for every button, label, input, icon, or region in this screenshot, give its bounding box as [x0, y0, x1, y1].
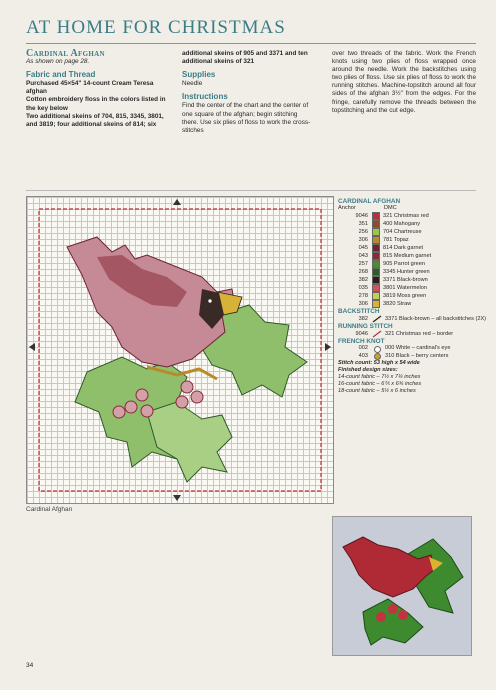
intro-column-2: [182, 50, 312, 135]
berry: [176, 396, 188, 408]
chart-drawing: [27, 197, 333, 503]
key-anchor: 382: [358, 276, 368, 283]
key-row: [338, 252, 488, 260]
key-dmc: 3820 Straw: [383, 300, 412, 307]
key-anchor: 257: [358, 260, 368, 267]
size-line: 14-count fabric – 7½ x 7¼ inches: [338, 373, 421, 380]
instructions-text: Find the center of the chart and the center of one square of the afghan; begin stitching there. Use six plies of floss to work the cross-stitches: [182, 102, 311, 134]
key-col-anchor: Anchor: [338, 205, 356, 212]
key-anchor: 306: [358, 236, 368, 243]
key-dmc: 3801 Watermelon: [383, 284, 427, 291]
key-row: [338, 260, 488, 268]
color-swatch-icon: [372, 284, 380, 292]
key-row: [338, 244, 488, 252]
supplies-text: Needle: [182, 80, 203, 88]
color-swatch-icon: [372, 260, 380, 268]
backstitch-text: 3371 Black-brown – all backstitches (2X): [385, 315, 487, 322]
fabric-line-3: Two additional skeins of 704, 815, 3345, 3801, and 3819; four additional skeins of 814; six: [26, 112, 164, 128]
key-dmc: 400 Mahogany: [383, 220, 421, 227]
running-line-icon: [372, 330, 382, 338]
center-arrow-bottom: [173, 495, 181, 501]
knot-row-1: [338, 345, 488, 352]
key-dmc: 905 Parrot green: [383, 260, 425, 267]
photo-berry: [398, 610, 408, 620]
header-rule: [26, 43, 476, 44]
berry: [141, 405, 153, 417]
key-rows: [338, 212, 488, 308]
fabric-continued: additional skeins of 905 and 3371 and ten additional skeins of 321: [182, 50, 308, 66]
backstitch-title: BACKSTITCH: [338, 308, 380, 316]
center-arrow-top: [173, 199, 181, 205]
key-dmc: 781 Topaz: [383, 236, 409, 243]
color-swatch-icon: [372, 236, 380, 244]
instructions-heading: Instructions: [182, 92, 228, 102]
key-col-dmc: DMC: [384, 205, 397, 212]
running-title: RUNNING STITCH: [338, 323, 393, 331]
running-text: 321 Christmas red – border: [385, 330, 454, 337]
fabric-line-2: Cotton embroidery floss in the colors listed in the key below: [26, 96, 166, 112]
center-arrow-right: [325, 343, 331, 351]
knot-row-2: [338, 353, 488, 360]
berry: [181, 381, 193, 393]
section-rule: [26, 190, 476, 191]
key-row: [338, 292, 488, 300]
key-dmc: 814 Dark garnet: [383, 244, 424, 251]
size-line: 16-count fabric – 6⅖ x 6¾ inches: [338, 380, 422, 387]
finished-stitch-photo: [332, 516, 472, 656]
key-dmc: 3345 Hunter green: [383, 268, 430, 275]
key-row: [338, 300, 488, 308]
knot-dmc: 000 White – cardinal's eye: [385, 345, 451, 352]
backstitch-row: [338, 315, 488, 323]
color-swatch-icon: [372, 276, 380, 284]
holly-leaf-bottom: [147, 402, 232, 482]
key-anchor: 035: [358, 284, 368, 291]
running-header: AT HOME FOR CHRISTMAS: [26, 17, 286, 38]
key-anchor: 256: [358, 228, 368, 235]
intro-column-3: [332, 50, 476, 115]
berry: [136, 389, 148, 401]
knot-anchor: 403: [358, 352, 368, 359]
color-swatch-icon: [372, 268, 380, 276]
color-swatch-icon: [372, 220, 380, 228]
color-swatch-icon: [372, 252, 380, 260]
key-row: [338, 228, 488, 236]
color-swatch-icon: [372, 300, 380, 308]
fabric-heading: Fabric and Thread: [26, 70, 96, 80]
shown-on-note: As shown on page 28.: [26, 58, 90, 66]
color-swatch-icon: [372, 292, 380, 300]
key-dmc: 704 Chartreuse: [383, 228, 422, 235]
key-header: [338, 205, 488, 212]
color-swatch-icon: [372, 228, 380, 236]
photo-berry: [376, 612, 386, 622]
berry: [125, 401, 137, 413]
chart-caption: Cardinal Afghan: [26, 506, 73, 513]
key-anchor: 278: [358, 292, 368, 299]
stitch-count: Stitch count: 53 high x 54 wide: [338, 359, 420, 366]
photo-drawing: [333, 517, 471, 655]
key-row: [338, 212, 488, 220]
cross-stitch-chart: [26, 196, 334, 504]
key-dmc: 3819 Moss green: [383, 292, 427, 299]
photo-berry: [388, 604, 398, 614]
backstitch-anchor: 382: [358, 315, 368, 322]
page-number: 34: [26, 662, 34, 669]
key-anchor: 268: [358, 268, 368, 275]
key-row: [338, 236, 488, 244]
size-line: 18-count fabric – 5½ x 6 inches: [338, 388, 416, 395]
knot-dot-icon: [374, 353, 381, 360]
pattern-title: Cardinal Afghan: [26, 48, 105, 59]
color-swatch-icon: [372, 244, 380, 252]
key-anchor: 306: [358, 300, 368, 307]
key-anchor: 045: [358, 244, 368, 251]
backstitch-line-icon: [372, 315, 382, 323]
key-row: [338, 268, 488, 276]
berry: [191, 391, 203, 403]
key-row: [338, 284, 488, 292]
berry: [113, 406, 125, 418]
key-anchor: 043: [358, 252, 368, 259]
running-anchor: 9046: [355, 330, 368, 337]
center-arrow-left: [29, 343, 35, 351]
color-swatch-icon: [372, 212, 380, 220]
key-row: [338, 276, 488, 284]
cardinal-eye: [208, 299, 212, 303]
knot-dmc: 310 Black – berry centers: [385, 352, 449, 359]
key-dmc: 815 Medium garnet: [383, 252, 432, 259]
instructions-continued: over two threads of the fabric. Work the French knots using two plies of floss wrapped once around the needle. Work the backstitches using two plies of floss. Use six plies of floss to work the running stitches. Machine-topstitch around all four sides of the afghan 3½" from the edges. For the fringe, carefully remove the threads between the topstitching and the cut edge.: [332, 50, 476, 114]
knot-dot-icon: [374, 346, 381, 353]
key-title: CARDINAL AFGHAN: [338, 198, 401, 205]
key-anchor: 351: [358, 220, 368, 227]
key-anchor: 9046: [355, 212, 368, 219]
color-key: [338, 198, 488, 395]
sizes-title: Finished design sizes:: [338, 366, 398, 373]
knot-title: FRENCH KNOT: [338, 338, 385, 346]
key-dmc: 321 Christmas red: [383, 212, 429, 219]
intro-column-1: [26, 50, 176, 129]
fabric-line-1: Purchased 45×54" 14-count Cream Teresa afghan: [26, 80, 154, 96]
key-row: [338, 220, 488, 228]
running-row: [338, 330, 488, 338]
supplies-heading: Supplies: [182, 70, 216, 80]
key-dmc: 3371 Black-brown: [383, 276, 428, 283]
knot-anchor: 002: [358, 345, 368, 352]
